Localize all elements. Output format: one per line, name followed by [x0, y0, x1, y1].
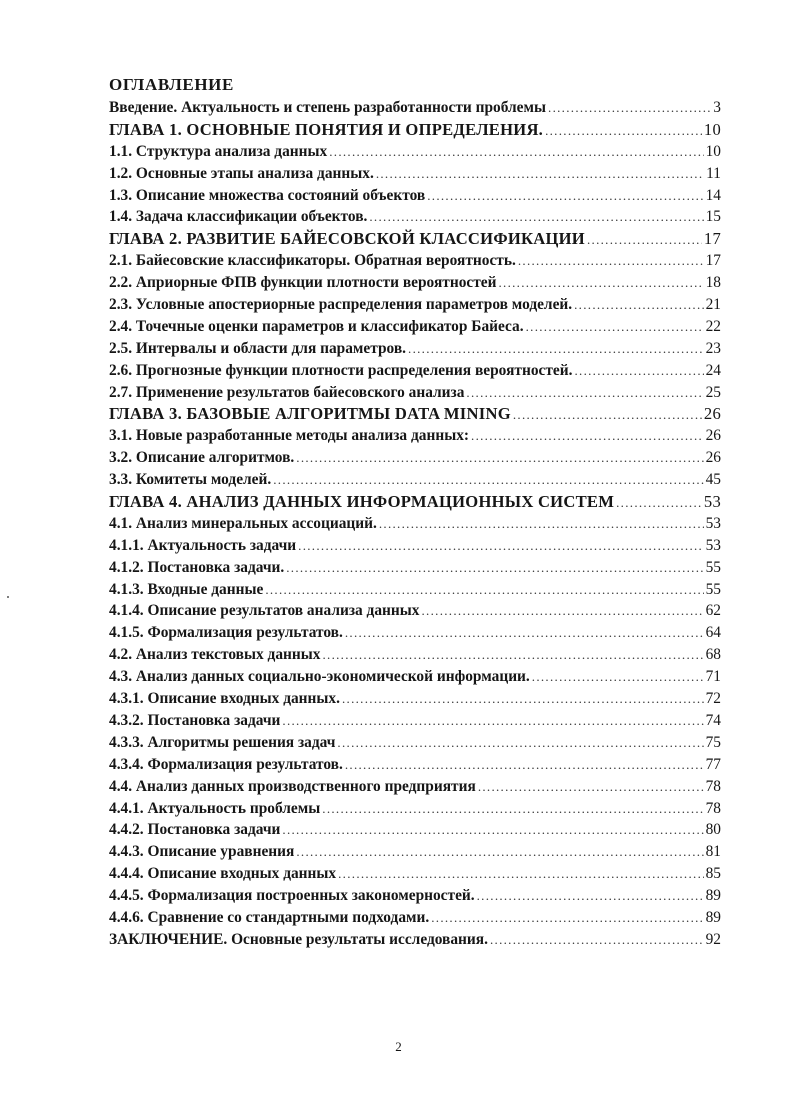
- toc-entry-title: Введение. Актуальность и степень разработанности проблемы: [109, 99, 547, 116]
- toc-entry[interactable]: [109, 644, 721, 666]
- toc-entry[interactable]: [109, 798, 721, 820]
- toc-entry[interactable]: [109, 535, 721, 557]
- toc-entry-title: 2.3. Условные апостериорные распределения параметров моделей.: [109, 296, 573, 314]
- toc-entry-title: 4.1.1. Актуальность задачи: [109, 536, 297, 554]
- dot-leader: [282, 819, 703, 841]
- dot-leader: [338, 863, 703, 885]
- toc-entry-page: 53: [705, 514, 721, 532]
- toc-entry-page: 78: [705, 799, 721, 817]
- toc-entry-title: 2.5. Интервалы и области для параметров.: [109, 339, 407, 357]
- toc-entry-title: 2.6. Прогнозные функции плотности распределения вероятностей.: [109, 361, 573, 379]
- toc-entry-page: 17: [705, 252, 721, 270]
- toc-entry-title: 1.2. Основные этапы анализа данных.: [109, 164, 374, 182]
- toc-entry-title: 4.3.3. Алгоритмы решения задач: [109, 733, 336, 751]
- dot-leader: [574, 294, 703, 316]
- toc-entry-page: 80: [705, 821, 721, 839]
- toc-entry-page: 64: [705, 624, 721, 642]
- dot-leader: [322, 798, 703, 820]
- toc-entry-page: 22: [705, 317, 721, 335]
- dot-leader: [298, 535, 703, 557]
- toc-entry-page: 14: [705, 186, 721, 204]
- toc-entry[interactable]: [109, 600, 721, 622]
- dot-leader: [545, 120, 702, 141]
- toc-entry[interactable]: [109, 272, 721, 294]
- toc-entry[interactable]: [109, 688, 721, 710]
- dot-leader: [422, 600, 704, 622]
- dot-leader: [490, 929, 704, 951]
- dot-leader: [296, 841, 703, 863]
- dot-leader: [587, 229, 702, 250]
- toc-entry-title: 1.4. Задача классификации объектов.: [109, 208, 368, 226]
- dot-leader: [616, 492, 702, 513]
- toc-entry[interactable]: [109, 360, 721, 382]
- toc-entry-title: 2.2. Априорные ФПВ функции плотности вероятностей: [109, 274, 497, 292]
- toc-entry[interactable]: [109, 841, 721, 863]
- toc-entry-title: 4.4.6. Сравнение со стандартными подходами.: [109, 908, 430, 926]
- toc-entry[interactable]: [109, 885, 721, 907]
- toc-entry-title: 3.2. Описание алгоритмов.: [109, 449, 295, 467]
- toc-entry-page: 26: [703, 404, 721, 424]
- toc-entry-page: 3: [713, 99, 721, 116]
- dot-leader: [498, 272, 703, 294]
- toc-entry[interactable]: [109, 622, 721, 644]
- toc-entry-page: 92: [705, 930, 721, 948]
- toc-entry-page: 10: [705, 142, 721, 160]
- toc-entry-page: 53: [703, 492, 721, 512]
- toc-entry-page: 10: [703, 119, 721, 139]
- toc-entry-title: ГЛАВА 4. АНАЛИЗ ДАННЫХ ИНФОРМАЦИОННЫХ СИСТЕМ: [109, 492, 615, 512]
- dot-leader: [369, 206, 703, 228]
- toc-entry-title: 4.3. Анализ данных социально-экономической информации.: [109, 668, 530, 686]
- toc-entry[interactable]: [109, 294, 721, 316]
- toc-entry-title: 4.4. Анализ данных производственного предприятия: [109, 777, 476, 795]
- toc-entry-title: 4.1.4. Описание результатов анализа данных: [109, 602, 420, 620]
- dot-leader: [532, 666, 704, 688]
- toc-entry-page: 81: [705, 843, 721, 861]
- dot-leader: [431, 907, 703, 929]
- toc-entry-title: 2.4. Точечные оценки параметров и классификатор Байеса.: [109, 317, 524, 335]
- toc-chapter-entry[interactable]: [109, 119, 721, 141]
- toc-entry[interactable]: [109, 776, 721, 798]
- dot-leader: [427, 185, 703, 207]
- toc-entry[interactable]: [109, 863, 721, 885]
- toc-entry-page: 72: [705, 690, 721, 708]
- toc-entry-page: 18: [705, 274, 721, 292]
- toc-entry-page: 25: [705, 383, 721, 401]
- dot-leader: [574, 360, 703, 382]
- toc-entry-title: 4.1. Анализ минеральных ассоциаций.: [109, 514, 377, 532]
- toc-entry[interactable]: [109, 754, 721, 776]
- toc-entry-page: 11: [706, 164, 721, 182]
- toc-entry-page: 17: [703, 229, 721, 249]
- toc-entry[interactable]: [109, 206, 721, 228]
- toc-entry-title: 4.1.2. Постановка задачи.: [109, 558, 285, 576]
- toc-entry-page: 15: [705, 208, 721, 226]
- toc-entry-title: 4.1.3. Входные данные: [109, 580, 264, 598]
- page-number: 2: [395, 1039, 402, 1054]
- toc-entry-page: 24: [705, 361, 721, 379]
- toc-entry[interactable]: [109, 338, 721, 360]
- dot-leader: [518, 250, 704, 272]
- toc-entry-page: 21: [705, 296, 721, 314]
- toc-chapter-entry[interactable]: [109, 228, 721, 250]
- dot-leader: [548, 97, 711, 119]
- toc-entry[interactable]: [109, 447, 721, 469]
- dot-leader: [478, 776, 704, 798]
- toc-entry[interactable]: [109, 732, 721, 754]
- dot-leader: [345, 754, 704, 776]
- toc-entry-page: 26: [705, 427, 721, 445]
- toc-entry[interactable]: [109, 710, 721, 732]
- dot-leader: [466, 382, 703, 404]
- toc-chapter-entry[interactable]: [109, 403, 721, 425]
- dot-leader: [282, 710, 703, 732]
- toc-entry-title: 4.3.2. Постановка задачи: [109, 711, 281, 729]
- toc-entry[interactable]: [109, 929, 721, 951]
- toc-entry[interactable]: [109, 557, 721, 579]
- toc-entry-page: 55: [705, 558, 721, 576]
- dot-leader: [513, 404, 702, 425]
- toc-entry-page: 75: [705, 733, 721, 751]
- toc-entry-page: 89: [705, 887, 721, 905]
- scan-speck: [7, 596, 9, 598]
- toc-entry[interactable]: [109, 316, 721, 338]
- toc-entry-title: 4.1.5. Формализация результатов.: [109, 624, 343, 642]
- dot-leader: [526, 316, 704, 338]
- toc-entry[interactable]: [109, 513, 721, 535]
- toc-entry-title: 1.3. Описание множества состояний объектов: [109, 186, 426, 204]
- toc-entry[interactable]: [109, 579, 721, 601]
- toc-entry[interactable]: [109, 819, 721, 841]
- toc-entry-title: 4.4.4. Описание входных данных: [109, 865, 337, 883]
- toc-entry-page: 53: [705, 536, 721, 554]
- dot-leader: [408, 338, 704, 360]
- toc-entry[interactable]: [109, 163, 721, 185]
- toc-entry-title: 2.7. Применение результатов байесовского анализа: [109, 383, 465, 401]
- toc-entry[interactable]: [109, 250, 721, 272]
- dot-leader: [379, 513, 704, 535]
- toc-entry-title: ГЛАВА 2. РАЗВИТИЕ БАЙЕСОВСКОЙ КЛАССИФИКАЦИИ: [109, 229, 585, 249]
- toc-entry-title: ГЛАВА 3. БАЗОВЫЕ АЛГОРИТМЫ DATA MINING: [109, 404, 511, 424]
- dot-leader: [322, 644, 703, 666]
- toc-entry-title: 2.1. Байесовские классификаторы. Обратная вероятность.: [109, 252, 516, 270]
- toc-entry[interactable]: [109, 907, 721, 929]
- toc-entry-page: 74: [705, 711, 721, 729]
- dot-leader: [273, 469, 703, 491]
- toc-entry[interactable]: [109, 425, 721, 447]
- toc-entry-page: 62: [705, 602, 721, 620]
- dot-leader: [342, 688, 704, 710]
- toc-entry-title: 4.4.3. Описание уравнения: [109, 843, 295, 861]
- toc-entry[interactable]: [109, 666, 721, 688]
- toc-entry-title: 4.3.4. Формализация результатов.: [109, 755, 343, 773]
- dot-leader: [265, 579, 703, 601]
- toc-entry-title: 4.4.2. Постановка задачи: [109, 821, 281, 839]
- dot-leader: [477, 885, 704, 907]
- toc-entry-title: ГЛАВА 1. ОСНОВНЫЕ ПОНЯТИЯ И ОПРЕДЕЛЕНИЯ.: [109, 119, 544, 139]
- toc-entry-page: 78: [705, 777, 721, 795]
- toc-entry-page: 26: [705, 449, 721, 467]
- dot-leader: [296, 447, 703, 469]
- toc-entry[interactable]: [109, 185, 721, 207]
- toc-entry[interactable]: [109, 97, 721, 119]
- toc-entry-title: 3.3. Комитеты моделей.: [109, 471, 272, 489]
- toc-heading: ОГЛАВЛЕНИЕ: [109, 75, 234, 94]
- dot-leader: [471, 425, 704, 447]
- toc-entry-page: 55: [705, 580, 721, 598]
- dot-leader: [376, 163, 704, 185]
- dot-leader: [337, 732, 703, 754]
- toc-entry-page: 23: [705, 339, 721, 357]
- toc-entry-title: 4.2. Анализ текстовых данных: [109, 646, 321, 664]
- table-of-contents: [109, 97, 721, 951]
- toc-entry[interactable]: [109, 141, 721, 163]
- toc-entry-page: 77: [705, 755, 721, 773]
- toc-entry-title: 4.3.1. Описание входных данных.: [109, 690, 340, 708]
- toc-entry-title: 3.1. Новые разработанные методы анализа данных:: [109, 427, 470, 445]
- dot-leader: [286, 557, 703, 579]
- toc-chapter-entry[interactable]: [109, 491, 721, 513]
- toc-entry-title: 4.4.1. Актуальность проблемы: [109, 799, 321, 817]
- toc-entry-page: 89: [705, 908, 721, 926]
- toc-entry-title: ЗАКЛЮЧЕНИЕ. Основные результаты исследования.: [109, 930, 488, 948]
- toc-entry-page: 45: [705, 471, 721, 489]
- toc-entry-title: 4.4.5. Формализация построенных закономерностей.: [109, 887, 475, 905]
- toc-entry-page: 71: [705, 668, 721, 686]
- toc-entry[interactable]: [109, 469, 721, 491]
- toc-entry-title: 1.1. Структура анализа данных: [109, 142, 328, 160]
- dot-leader: [345, 622, 704, 644]
- toc-entry-page: 68: [705, 646, 721, 664]
- dot-leader: [329, 141, 703, 163]
- toc-entry[interactable]: [109, 382, 721, 404]
- toc-entry-page: 85: [705, 865, 721, 883]
